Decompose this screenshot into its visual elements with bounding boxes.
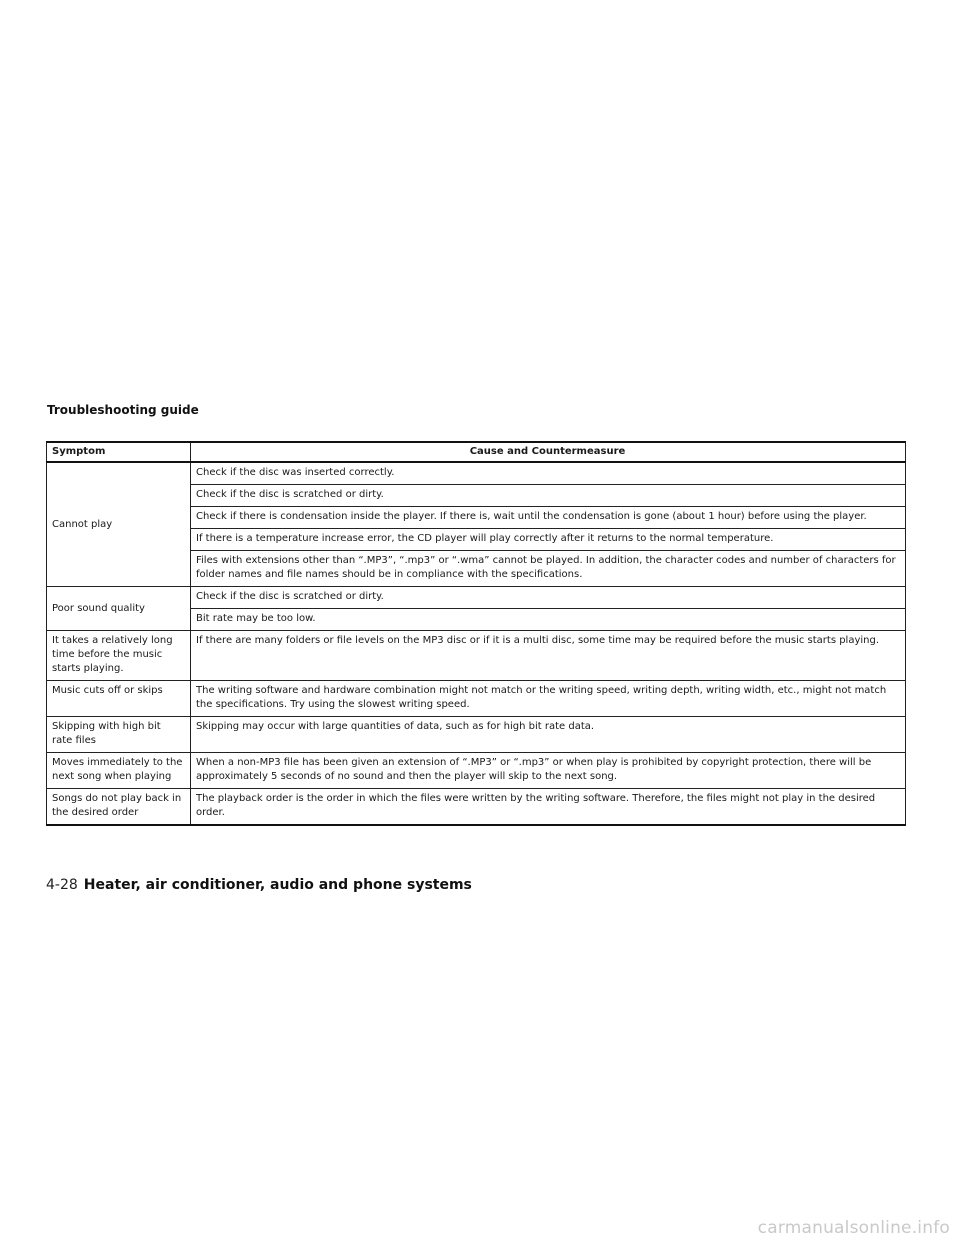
table-row: [47, 717, 906, 753]
cause-cell: Check if there is condensation inside the player. If there is, wait until the condensation is gone (about 1 hour) before using the player.: [191, 507, 906, 529]
table-row: [47, 587, 906, 609]
symptom-cell: Cannot play: [47, 462, 191, 587]
symptom-cell: Songs do not play back in the desired order: [47, 789, 191, 826]
cause-cell: If there are many folders or file levels on the MP3 disc or if it is a multi disc, some time may be required before the music starts playing.: [191, 631, 906, 681]
table-row: [47, 789, 906, 826]
symptom-cell: Skipping with high bit rate files: [47, 717, 191, 753]
troubleshooting-table: [46, 441, 906, 826]
chapter-title: Heater, air conditioner, audio and phone systems: [83, 877, 472, 893]
cause-cell: Check if the disc was inserted correctly.: [191, 462, 906, 485]
table-row: [47, 462, 906, 485]
table-row: [47, 753, 906, 789]
symptom-cell: Poor sound quality: [47, 587, 191, 631]
cause-cell: Files with extensions other than “.MP3”, “.mp3” or “.wma” cannot be played. In addition, the character codes and number of characters for folder names and file names should be in compliance with the specifications.: [191, 551, 906, 587]
cause-cell: The playback order is the order in which the files were written by the writing software. Therefore, the files might not play in the desired order.: [191, 789, 906, 826]
symptom-cell: Music cuts off or skips: [47, 681, 191, 717]
symptom-cell: It takes a relatively long time before the music starts playing.: [47, 631, 191, 681]
cause-cell: When a non-MP3 file has been given an extension of “.MP3” or “.mp3” or when play is prohibited by copyright protection, there will be approximately 5 seconds of no sound and then the player will skip to the next song.: [191, 753, 906, 789]
section-title: Troubleshooting guide: [47, 403, 199, 417]
watermark: carmanualsonline.info: [757, 1218, 950, 1238]
cause-cell: Check if the disc is scratched or dirty.: [191, 485, 906, 507]
table-header-row: [47, 442, 906, 462]
cause-cell: Check if the disc is scratched or dirty.: [191, 587, 906, 609]
cause-cell: The writing software and hardware combination might not match or the writing speed, writing depth, writing width, etc., might not match the specifications. Try using the slowest writing speed.: [191, 681, 906, 717]
cause-cell: If there is a temperature increase error, the CD player will play correctly after it returns to the normal temperature.: [191, 529, 906, 551]
cause-cell: Skipping may occur with large quantities of data, such as for high bit rate data.: [191, 717, 906, 753]
header-symptom: Symptom: [47, 442, 191, 462]
table-row: [47, 631, 906, 681]
page-number: 4-28: [46, 877, 78, 893]
table-row: [47, 681, 906, 717]
cause-cell: Bit rate may be too low.: [191, 609, 906, 631]
symptom-cell: Moves immediately to the next song when playing: [47, 753, 191, 789]
page-footer: [46, 876, 472, 894]
header-cause-countermeasure: Cause and Countermeasure: [191, 442, 906, 462]
